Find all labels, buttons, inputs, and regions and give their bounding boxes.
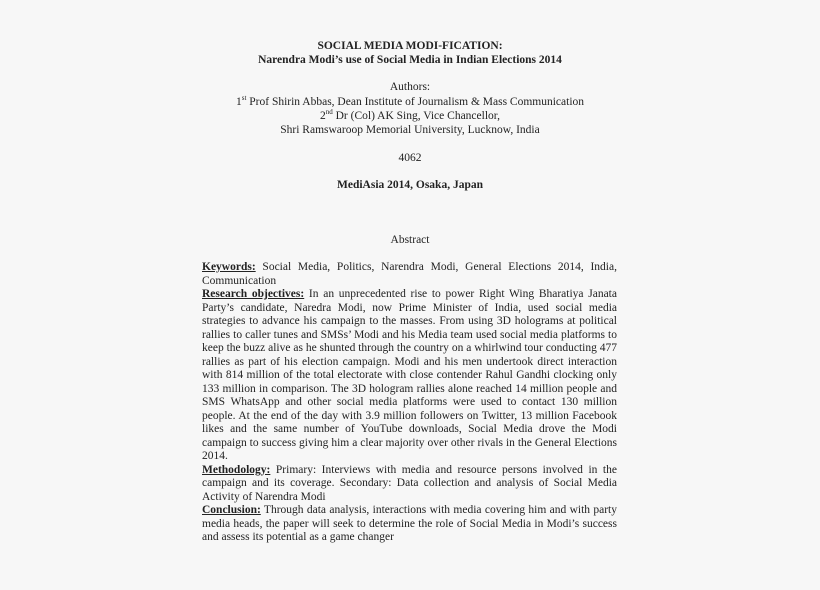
methodology-text: Primary: Interviews with media and resource persons involved in the campaign and its coverage. Secondary: Data collection and analysis of Social Media Activity of Narendra Modi — [202, 463, 617, 503]
author-1-ordinal-suffix: st — [241, 94, 247, 103]
author-2-text: Dr (Col) AK Sing, Vice Chancellor, — [332, 110, 501, 122]
objectives-label: Research objectives: — [202, 288, 305, 300]
keywords-label: Keywords: — [202, 261, 256, 273]
objectives-paragraph — [202, 288, 617, 464]
conclusion-paragraph — [202, 504, 617, 545]
title-line-2: Narendra Modi’s use of Social Media in Indian Elections 2014 — [258, 54, 562, 66]
author-1 — [0, 95, 820, 109]
authors-heading: Authors: — [389, 81, 431, 93]
author-2-ordinal-suffix: nd — [325, 108, 333, 117]
methodology-paragraph — [202, 464, 617, 505]
conference: MediAsia 2014, Osaka, Japan — [336, 179, 483, 191]
author-affiliation: Shri Ramswaroop Memorial University, Lucknow, India — [280, 124, 540, 136]
author-2-ordinal: 2 — [319, 110, 326, 122]
paper-id: 4062 — [398, 152, 422, 164]
keywords-paragraph — [202, 261, 617, 288]
author-1-ordinal: 1 — [235, 96, 242, 108]
title-line-1: SOCIAL MEDIA MODI-FICATION: — [317, 40, 503, 52]
keywords-text: Social Media, Politics, Narendra Modi, General Elections 2014, India, Communication — [202, 261, 617, 287]
objectives-text: In an unprecedented rise to power Right Wing Bharatiya Janata Party’s candidate, Naredra Modi, now Prime Minister of India, used social media strategies to advance his campaign to the masses. From using 3D holograms at political rallies to caller tunes and SMSs’ Modi and his Media team used social media platforms to keep the buzz alive as he shunted through the country on a whirlwind tour conducting 477 rallies as part of his election campaign. Modi and his men undertook direct interaction with 814 million of the total electorate with close contender Rahul Gandhi clocking only 133 million in comparison. The 3D hologram rallies alone reached 14 million people and SMS WhatsApp and other social media platforms were used to contact 130 million people. At the end of the day with 3.9 million followers on Twitter, 13 million Facebook likes and the same number of YouTube downloads, Social Media drove the Modi campaign to success giving him a clear majority over other rivals in the General Elections 2014. — [202, 288, 617, 462]
author-1-text: Prof Shirin Abbas, Dean Institute of Journalism & Mass Communication — [246, 96, 585, 108]
conclusion-text: Through data analysis, interactions with media covering him and with party media heads, the paper will seek to determine the role of Social Media in Modi’s success and assess its potential as a game changer — [202, 504, 617, 543]
author-2 — [0, 109, 820, 123]
methodology-label: Methodology: — [202, 463, 271, 476]
abstract-body — [202, 261, 617, 545]
conclusion-label: Conclusion: — [202, 504, 261, 516]
abstract-heading: Abstract — [390, 234, 430, 246]
